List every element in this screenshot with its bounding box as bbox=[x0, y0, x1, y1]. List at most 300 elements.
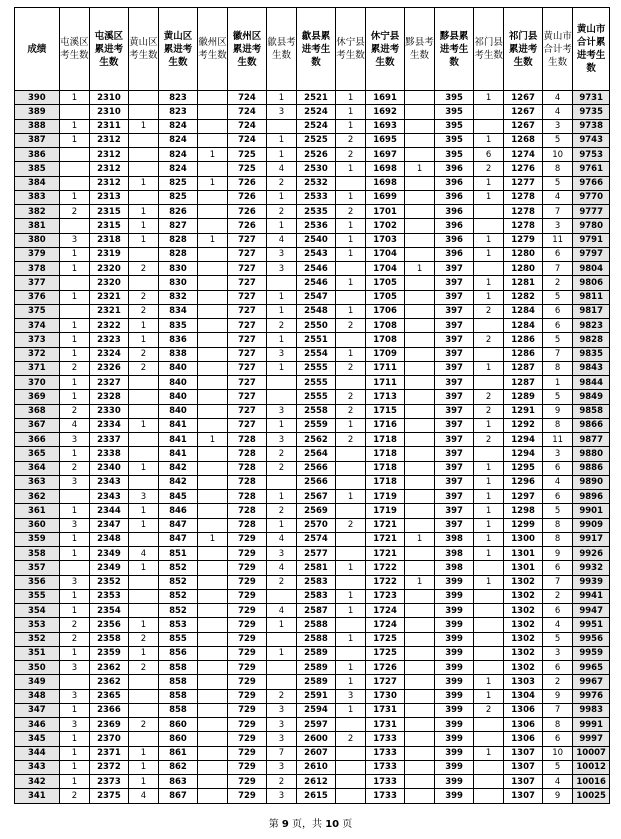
cell-shexian-count: 1 bbox=[266, 91, 296, 105]
cell-huangshan-district-cumulative: 863 bbox=[159, 775, 198, 789]
table-row bbox=[15, 105, 610, 119]
cell-qimen-cumulative: 1306 bbox=[504, 703, 543, 717]
cell-huangshan-district-count bbox=[128, 133, 158, 147]
cell-score: 350 bbox=[15, 661, 60, 675]
cell-qimen-count: 1 bbox=[473, 475, 503, 489]
cell-tunxi-cumulative: 2369 bbox=[90, 718, 129, 732]
cell-qimen-count: 2 bbox=[473, 333, 503, 347]
cell-huangshan-district-cumulative: 840 bbox=[159, 376, 198, 390]
cell-qimen-cumulative: 1307 bbox=[504, 760, 543, 774]
cell-qimen-count bbox=[473, 219, 503, 233]
cell-qimen-cumulative: 1287 bbox=[504, 376, 543, 390]
cell-huizhou-cumulative: 729 bbox=[228, 718, 267, 732]
cell-qimen-cumulative: 1268 bbox=[504, 133, 543, 147]
cell-shexian-cumulative: 2583 bbox=[297, 575, 336, 589]
cell-xiuning-cumulative: 1733 bbox=[366, 732, 405, 746]
cell-huizhou-count bbox=[197, 361, 227, 375]
cell-qimen-cumulative: 1307 bbox=[504, 789, 543, 803]
cell-qimen-cumulative: 1299 bbox=[504, 518, 543, 532]
cell-huangshan-district-count: 1 bbox=[128, 418, 158, 432]
cell-yixian-cumulative: 397 bbox=[435, 347, 474, 361]
cell-city-total-cumulative: 9835 bbox=[573, 347, 610, 361]
cell-yixian-cumulative: 397 bbox=[435, 418, 474, 432]
cell-shexian-cumulative: 2559 bbox=[297, 418, 336, 432]
cell-yixian-cumulative: 396 bbox=[435, 247, 474, 261]
cell-qimen-cumulative: 1289 bbox=[504, 390, 543, 404]
table-row bbox=[15, 433, 610, 447]
cell-xiuning-count: 1 bbox=[335, 219, 365, 233]
cell-tunxi-cumulative: 2334 bbox=[90, 418, 129, 432]
cell-city-total-cumulative: 9917 bbox=[573, 532, 610, 546]
cell-city-total-cumulative: 9770 bbox=[573, 190, 610, 204]
cell-huizhou-cumulative: 729 bbox=[228, 775, 267, 789]
score-distribution-sheet bbox=[14, 7, 610, 804]
cell-yixian-cumulative: 397 bbox=[435, 376, 474, 390]
cell-shexian-count: 2 bbox=[266, 504, 296, 518]
cell-city-total-cumulative: 9890 bbox=[573, 475, 610, 489]
cell-yixian-count bbox=[404, 276, 434, 290]
cell-city-total-cumulative: 9823 bbox=[573, 319, 610, 333]
cell-tunxi-count bbox=[59, 561, 89, 575]
cell-huangshan-district-cumulative: 861 bbox=[159, 746, 198, 760]
cell-city-total-cumulative: 9844 bbox=[573, 376, 610, 390]
cell-tunxi-count: 2 bbox=[59, 632, 89, 646]
cell-xiuning-count: 1 bbox=[335, 418, 365, 432]
cell-qimen-count: 1 bbox=[473, 675, 503, 689]
cell-score: 360 bbox=[15, 518, 60, 532]
cell-yixian-cumulative: 399 bbox=[435, 689, 474, 703]
table-row bbox=[15, 561, 610, 575]
cell-xiuning-count: 1 bbox=[335, 703, 365, 717]
cell-huangshan-district-count: 1 bbox=[128, 618, 158, 632]
cell-shexian-count bbox=[266, 589, 296, 603]
table-row bbox=[15, 176, 610, 190]
cell-tunxi-count: 1 bbox=[59, 703, 89, 717]
cell-huizhou-count bbox=[197, 133, 227, 147]
cell-huangshan-district-count: 1 bbox=[128, 119, 158, 133]
cell-xiuning-cumulative: 1701 bbox=[366, 205, 405, 219]
cell-tunxi-count: 1 bbox=[59, 119, 89, 133]
header-city-total-cumulative: 黄山市合计累进考生数 bbox=[573, 8, 610, 91]
cell-qimen-count: 2 bbox=[473, 162, 503, 176]
cell-huangshan-district-count bbox=[128, 105, 158, 119]
cell-tunxi-cumulative: 2373 bbox=[90, 775, 129, 789]
cell-xiuning-count: 1 bbox=[335, 162, 365, 176]
cell-huizhou-count bbox=[197, 290, 227, 304]
cell-huizhou-cumulative: 729 bbox=[228, 575, 267, 589]
table-row bbox=[15, 775, 610, 789]
cell-huangshan-district-count bbox=[128, 190, 158, 204]
cell-shexian-count: 7 bbox=[266, 746, 296, 760]
cell-huizhou-count bbox=[197, 561, 227, 575]
cell-qimen-cumulative: 1267 bbox=[504, 105, 543, 119]
cell-huangshan-district-count: 1 bbox=[128, 176, 158, 190]
cell-tunxi-cumulative: 2320 bbox=[90, 262, 129, 276]
cell-tunxi-cumulative: 2362 bbox=[90, 661, 129, 675]
cell-xiuning-cumulative: 1695 bbox=[366, 133, 405, 147]
cell-tunxi-cumulative: 2322 bbox=[90, 319, 129, 333]
cell-tunxi-count: 1 bbox=[59, 447, 89, 461]
cell-shexian-cumulative: 2535 bbox=[297, 205, 336, 219]
cell-qimen-count: 1 bbox=[473, 176, 503, 190]
cell-xiuning-count: 1 bbox=[335, 604, 365, 618]
cell-huangshan-district-cumulative: 824 bbox=[159, 133, 198, 147]
cell-huangshan-district-cumulative: 858 bbox=[159, 689, 198, 703]
cell-shexian-count: 4 bbox=[266, 162, 296, 176]
cell-city-total-count: 4 bbox=[542, 475, 572, 489]
cell-huizhou-cumulative: 726 bbox=[228, 219, 267, 233]
cell-huizhou-count bbox=[197, 746, 227, 760]
table-row bbox=[15, 319, 610, 333]
cell-qimen-cumulative: 1274 bbox=[504, 148, 543, 162]
cell-huizhou-count bbox=[197, 333, 227, 347]
cell-qimen-cumulative: 1306 bbox=[504, 732, 543, 746]
cell-city-total-count: 5 bbox=[542, 333, 572, 347]
cell-score: 366 bbox=[15, 433, 60, 447]
cell-qimen-count bbox=[473, 760, 503, 774]
cell-city-total-cumulative: 9843 bbox=[573, 361, 610, 375]
cell-shexian-count: 3 bbox=[266, 105, 296, 119]
cell-xiuning-cumulative: 1716 bbox=[366, 418, 405, 432]
table-row bbox=[15, 547, 610, 561]
cell-score: 386 bbox=[15, 148, 60, 162]
cell-city-total-cumulative: 9997 bbox=[573, 732, 610, 746]
cell-shexian-cumulative: 2583 bbox=[297, 589, 336, 603]
header-yixian-count: 黟县考生数 bbox=[404, 8, 434, 91]
cell-huizhou-cumulative: 727 bbox=[228, 262, 267, 276]
cell-huangshan-district-count bbox=[128, 575, 158, 589]
cell-qimen-count: 1 bbox=[473, 746, 503, 760]
cell-huangshan-district-count bbox=[128, 162, 158, 176]
cell-yixian-cumulative: 397 bbox=[435, 475, 474, 489]
cell-qimen-count: 1 bbox=[473, 518, 503, 532]
cell-shexian-cumulative: 2530 bbox=[297, 162, 336, 176]
cell-tunxi-cumulative: 2353 bbox=[90, 589, 129, 603]
cell-huizhou-cumulative: 727 bbox=[228, 247, 267, 261]
cell-shexian-count: 2 bbox=[266, 775, 296, 789]
cell-city-total-cumulative: 9858 bbox=[573, 404, 610, 418]
table-row bbox=[15, 418, 610, 432]
cell-yixian-count bbox=[404, 461, 434, 475]
cell-yixian-cumulative: 399 bbox=[435, 646, 474, 660]
cell-city-total-cumulative: 9811 bbox=[573, 290, 610, 304]
cell-huangshan-district-cumulative: 847 bbox=[159, 518, 198, 532]
cell-score: 357 bbox=[15, 561, 60, 575]
cell-shexian-count: 1 bbox=[266, 518, 296, 532]
cell-tunxi-cumulative: 2349 bbox=[90, 561, 129, 575]
cell-tunxi-cumulative: 2356 bbox=[90, 618, 129, 632]
cell-yixian-cumulative: 397 bbox=[435, 404, 474, 418]
cell-xiuning-count: 1 bbox=[335, 247, 365, 261]
cell-xiuning-cumulative: 1733 bbox=[366, 789, 405, 803]
cell-qimen-cumulative: 1286 bbox=[504, 333, 543, 347]
cell-huangshan-district-cumulative: 856 bbox=[159, 646, 198, 660]
cell-xiuning-count bbox=[335, 262, 365, 276]
cell-shexian-cumulative: 2588 bbox=[297, 618, 336, 632]
header-huizhou-count: 徽州区考生数 bbox=[197, 8, 227, 91]
cell-shexian-cumulative: 2547 bbox=[297, 290, 336, 304]
cell-huangshan-district-cumulative: 845 bbox=[159, 490, 198, 504]
cell-yixian-count bbox=[404, 618, 434, 632]
cell-xiuning-cumulative: 1719 bbox=[366, 504, 405, 518]
cell-shexian-count: 4 bbox=[266, 561, 296, 575]
cell-city-total-cumulative: 9991 bbox=[573, 718, 610, 732]
cell-city-total-count: 7 bbox=[542, 262, 572, 276]
cell-tunxi-count: 1 bbox=[59, 760, 89, 774]
cell-qimen-cumulative: 1302 bbox=[504, 575, 543, 589]
cell-huizhou-count bbox=[197, 247, 227, 261]
cell-huizhou-cumulative: 729 bbox=[228, 760, 267, 774]
cell-shexian-cumulative: 2555 bbox=[297, 361, 336, 375]
cell-city-total-count: 9 bbox=[542, 404, 572, 418]
cell-huangshan-district-count bbox=[128, 589, 158, 603]
cell-huizhou-cumulative: 729 bbox=[228, 703, 267, 717]
footer-total-pages: 10 bbox=[325, 819, 340, 830]
cell-tunxi-cumulative: 2321 bbox=[90, 290, 129, 304]
cell-xiuning-cumulative: 1727 bbox=[366, 675, 405, 689]
cell-tunxi-count: 2 bbox=[59, 461, 89, 475]
cell-score: 376 bbox=[15, 290, 60, 304]
cell-tunxi-count bbox=[59, 148, 89, 162]
cell-yixian-count bbox=[404, 304, 434, 318]
cell-huizhou-count: 1 bbox=[197, 532, 227, 546]
cell-qimen-count: 2 bbox=[473, 304, 503, 318]
cell-qimen-cumulative: 1278 bbox=[504, 205, 543, 219]
cell-city-total-count: 9 bbox=[542, 789, 572, 803]
cell-tunxi-count: 1 bbox=[59, 376, 89, 390]
cell-xiuning-count: 1 bbox=[335, 661, 365, 675]
cell-xiuning-count bbox=[335, 547, 365, 561]
cell-city-total-cumulative: 9777 bbox=[573, 205, 610, 219]
cell-shexian-cumulative: 2610 bbox=[297, 760, 336, 774]
cell-score: 362 bbox=[15, 490, 60, 504]
cell-huangshan-district-count: 2 bbox=[128, 718, 158, 732]
cell-tunxi-count: 1 bbox=[59, 504, 89, 518]
cell-score: 379 bbox=[15, 247, 60, 261]
cell-shexian-count: 1 bbox=[266, 133, 296, 147]
table-row bbox=[15, 190, 610, 204]
cell-huangshan-district-count: 4 bbox=[128, 547, 158, 561]
cell-tunxi-count: 1 bbox=[59, 333, 89, 347]
table-row bbox=[15, 490, 610, 504]
cell-yixian-count bbox=[404, 119, 434, 133]
cell-huizhou-cumulative: 727 bbox=[228, 333, 267, 347]
cell-score: 380 bbox=[15, 233, 60, 247]
cell-xiuning-count: 2 bbox=[335, 319, 365, 333]
cell-huangshan-district-count: 1 bbox=[128, 233, 158, 247]
table-row bbox=[15, 504, 610, 518]
header-tunxi-cumulative: 屯溪区累进考生数 bbox=[90, 8, 129, 91]
cell-city-total-cumulative: 10025 bbox=[573, 789, 610, 803]
table-row bbox=[15, 390, 610, 404]
cell-huangshan-district-count: 1 bbox=[128, 646, 158, 660]
cell-yixian-cumulative: 397 bbox=[435, 461, 474, 475]
cell-tunxi-cumulative: 2338 bbox=[90, 447, 129, 461]
cell-yixian-count bbox=[404, 718, 434, 732]
cell-huangshan-district-count bbox=[128, 148, 158, 162]
cell-huizhou-count bbox=[197, 632, 227, 646]
header-xiuning-cumulative: 休宁县累进考生数 bbox=[366, 8, 405, 91]
cell-shexian-count: 2 bbox=[266, 447, 296, 461]
cell-city-total-cumulative: 9896 bbox=[573, 490, 610, 504]
cell-huizhou-cumulative: 729 bbox=[228, 732, 267, 746]
table-row bbox=[15, 589, 610, 603]
cell-huangshan-district-cumulative: 825 bbox=[159, 176, 198, 190]
cell-qimen-cumulative: 1276 bbox=[504, 162, 543, 176]
cell-huangshan-district-count: 1 bbox=[128, 461, 158, 475]
cell-xiuning-cumulative: 1704 bbox=[366, 247, 405, 261]
cell-yixian-count bbox=[404, 789, 434, 803]
cell-xiuning-count bbox=[335, 447, 365, 461]
cell-xiuning-cumulative: 1703 bbox=[366, 233, 405, 247]
cell-xiuning-count: 2 bbox=[335, 205, 365, 219]
cell-tunxi-cumulative: 2318 bbox=[90, 233, 129, 247]
cell-tunxi-count: 1 bbox=[59, 91, 89, 105]
cell-city-total-count: 8 bbox=[542, 518, 572, 532]
cell-huangshan-district-count: 2 bbox=[128, 632, 158, 646]
cell-shexian-cumulative: 2591 bbox=[297, 689, 336, 703]
cell-qimen-count bbox=[473, 732, 503, 746]
cell-yixian-cumulative: 397 bbox=[435, 319, 474, 333]
cell-huangshan-district-count bbox=[128, 703, 158, 717]
cell-tunxi-cumulative: 2312 bbox=[90, 148, 129, 162]
cell-yixian-count: 1 bbox=[404, 575, 434, 589]
cell-huizhou-count bbox=[197, 732, 227, 746]
cell-huangshan-district-cumulative: 823 bbox=[159, 91, 198, 105]
cell-huizhou-cumulative: 725 bbox=[228, 148, 267, 162]
cell-score: 359 bbox=[15, 532, 60, 546]
cell-city-total-cumulative: 9828 bbox=[573, 333, 610, 347]
cell-tunxi-cumulative: 2312 bbox=[90, 176, 129, 190]
cell-huizhou-cumulative: 725 bbox=[228, 162, 267, 176]
cell-huizhou-cumulative: 728 bbox=[228, 475, 267, 489]
header-city-total-count: 黄山市合计考生数 bbox=[542, 8, 572, 91]
table-row bbox=[15, 333, 610, 347]
cell-yixian-count bbox=[404, 703, 434, 717]
cell-xiuning-cumulative: 1691 bbox=[366, 91, 405, 105]
cell-city-total-count: 9 bbox=[542, 689, 572, 703]
cell-huangshan-district-cumulative: 824 bbox=[159, 119, 198, 133]
cell-huizhou-count bbox=[197, 475, 227, 489]
header-score: 成绩 bbox=[15, 8, 60, 91]
cell-huangshan-district-count bbox=[128, 91, 158, 105]
header-qimen-cumulative: 祁门县累进考生数 bbox=[504, 8, 543, 91]
cell-huangshan-district-cumulative: 823 bbox=[159, 105, 198, 119]
cell-huangshan-district-count: 1 bbox=[128, 775, 158, 789]
cell-qimen-count: 1 bbox=[473, 547, 503, 561]
cell-city-total-count: 6 bbox=[542, 732, 572, 746]
cell-shexian-cumulative: 2567 bbox=[297, 490, 336, 504]
cell-city-total-cumulative: 9849 bbox=[573, 390, 610, 404]
table-row bbox=[15, 205, 610, 219]
cell-city-total-cumulative: 9791 bbox=[573, 233, 610, 247]
cell-shexian-cumulative: 2524 bbox=[297, 119, 336, 133]
cell-yixian-count bbox=[404, 547, 434, 561]
cell-yixian-count bbox=[404, 675, 434, 689]
cell-xiuning-count bbox=[335, 575, 365, 589]
cell-shexian-cumulative: 2597 bbox=[297, 718, 336, 732]
cell-qimen-count bbox=[473, 119, 503, 133]
cell-huizhou-count bbox=[197, 219, 227, 233]
cell-score: 352 bbox=[15, 632, 60, 646]
cell-yixian-count bbox=[404, 433, 434, 447]
cell-city-total-cumulative: 9761 bbox=[573, 162, 610, 176]
cell-xiuning-cumulative: 1698 bbox=[366, 176, 405, 190]
cell-score: 346 bbox=[15, 718, 60, 732]
cell-city-total-cumulative: 9797 bbox=[573, 247, 610, 261]
cell-score: 382 bbox=[15, 205, 60, 219]
cell-shexian-cumulative: 2525 bbox=[297, 133, 336, 147]
cell-huizhou-count bbox=[197, 689, 227, 703]
cell-huizhou-count bbox=[197, 575, 227, 589]
cell-huizhou-cumulative: 726 bbox=[228, 190, 267, 204]
cell-qimen-cumulative: 1307 bbox=[504, 775, 543, 789]
cell-huangshan-district-count: 1 bbox=[128, 561, 158, 575]
cell-tunxi-cumulative: 2347 bbox=[90, 518, 129, 532]
cell-xiuning-cumulative: 1708 bbox=[366, 333, 405, 347]
cell-xiuning-cumulative: 1697 bbox=[366, 148, 405, 162]
cell-score: 341 bbox=[15, 789, 60, 803]
cell-city-total-count: 11 bbox=[542, 433, 572, 447]
cell-huangshan-district-count: 1 bbox=[128, 746, 158, 760]
cell-tunxi-cumulative: 2326 bbox=[90, 361, 129, 375]
cell-tunxi-count: 2 bbox=[59, 361, 89, 375]
cell-xiuning-cumulative: 1733 bbox=[366, 760, 405, 774]
cell-qimen-cumulative: 1302 bbox=[504, 661, 543, 675]
footer-mid: 页，共 bbox=[288, 819, 326, 830]
cell-yixian-cumulative: 396 bbox=[435, 219, 474, 233]
cell-shexian-cumulative: 2536 bbox=[297, 219, 336, 233]
cell-yixian-cumulative: 396 bbox=[435, 162, 474, 176]
cell-shexian-cumulative: 2574 bbox=[297, 532, 336, 546]
cell-qimen-count: 1 bbox=[473, 276, 503, 290]
cell-huangshan-district-count bbox=[128, 732, 158, 746]
table-row bbox=[15, 661, 610, 675]
cell-tunxi-count: 1 bbox=[59, 589, 89, 603]
cell-xiuning-cumulative: 1724 bbox=[366, 618, 405, 632]
cell-huizhou-cumulative: 728 bbox=[228, 461, 267, 475]
cell-huangshan-district-cumulative: 841 bbox=[159, 418, 198, 432]
cell-shexian-count: 1 bbox=[266, 618, 296, 632]
cell-xiuning-count bbox=[335, 176, 365, 190]
cell-shexian-cumulative: 2589 bbox=[297, 661, 336, 675]
header-huizhou-cumulative: 徽州区累进考生数 bbox=[228, 8, 267, 91]
header-qimen-count: 祁门县考生数 bbox=[473, 8, 503, 91]
cell-tunxi-count: 1 bbox=[59, 347, 89, 361]
cell-score: 344 bbox=[15, 746, 60, 760]
cell-huangshan-district-count bbox=[128, 475, 158, 489]
cell-score: 347 bbox=[15, 703, 60, 717]
cell-score: 356 bbox=[15, 575, 60, 589]
cell-score: 372 bbox=[15, 347, 60, 361]
cell-score: 389 bbox=[15, 105, 60, 119]
cell-yixian-cumulative: 398 bbox=[435, 532, 474, 546]
cell-qimen-count: 1 bbox=[473, 361, 503, 375]
cell-huangshan-district-count bbox=[128, 433, 158, 447]
cell-xiuning-cumulative: 1718 bbox=[366, 461, 405, 475]
cell-score: 364 bbox=[15, 461, 60, 475]
cell-shexian-cumulative: 2594 bbox=[297, 703, 336, 717]
cell-yixian-count bbox=[404, 219, 434, 233]
cell-score: 351 bbox=[15, 646, 60, 660]
cell-huangshan-district-cumulative: 825 bbox=[159, 190, 198, 204]
cell-score: 348 bbox=[15, 689, 60, 703]
cell-huangshan-district-cumulative: 830 bbox=[159, 262, 198, 276]
cell-yixian-count bbox=[404, 91, 434, 105]
cell-huizhou-cumulative: 729 bbox=[228, 547, 267, 561]
cell-qimen-count: 2 bbox=[473, 703, 503, 717]
cell-city-total-count: 7 bbox=[542, 575, 572, 589]
